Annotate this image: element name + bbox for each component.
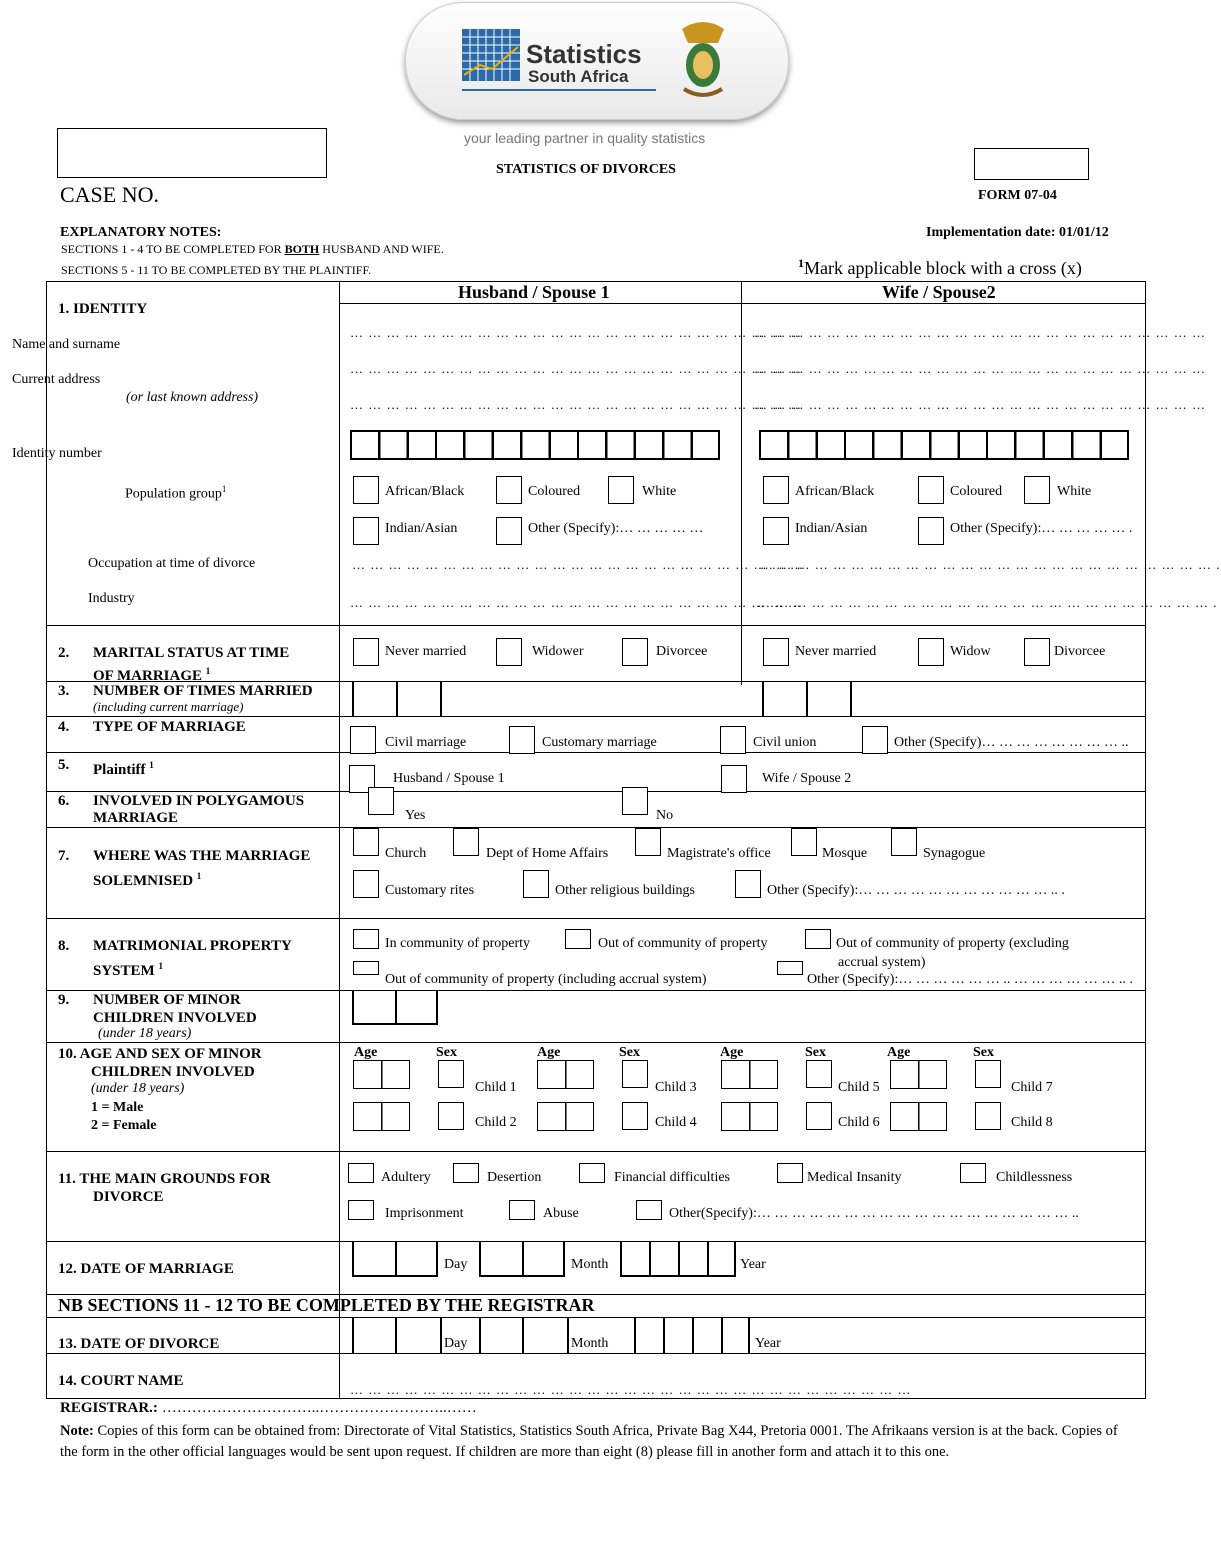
civil-marriage-label: Civil marriage	[385, 735, 467, 750]
child8-label: Child 8	[1011, 1115, 1053, 1130]
wife-never-married-label: Never married	[795, 644, 877, 659]
population-text: Population group	[125, 486, 222, 502]
church-label: Church	[385, 846, 427, 861]
husband-never-married-checkbox[interactable]	[353, 638, 379, 666]
in-community-checkbox[interactable]	[353, 929, 379, 949]
child8-age-input[interactable]	[890, 1102, 947, 1131]
imprisonment-checkbox[interactable]	[348, 1200, 374, 1220]
solemnised-num: 7.	[58, 848, 70, 864]
husband-pop-other-label: Other (Specify):… … … … …	[528, 521, 704, 536]
child2-label: Child 2	[475, 1115, 517, 1130]
husband-industry-field[interactable]: … … … … … … … … … … … … … … … … … … … … … … … … …	[350, 595, 802, 610]
registrar-line	[60, 1400, 477, 1417]
polygamous-no-label: No	[656, 808, 674, 823]
note-sections-5-11: SECTIONS 5 - 11 TO BE COMPLETED BY THE PLAINTIFF.	[61, 263, 372, 277]
wife-address-field-2[interactable]: … … … … … … … … … … … … … … … … … … … … … … … … …	[754, 397, 1206, 412]
adultery-checkbox[interactable]	[348, 1163, 374, 1183]
age-sex-heading-2: CHILDREN INVOLVED	[91, 1064, 255, 1080]
home-affairs-label: Dept of Home Affairs	[486, 846, 609, 861]
child7-sex-input[interactable]	[975, 1060, 1001, 1088]
customary-marriage-label: Customary marriage	[542, 735, 657, 750]
male-code: 1 = Male	[91, 1100, 144, 1115]
mark-note: Mark applicable block with a cross (x)	[804, 258, 1082, 278]
property-other-checkbox[interactable]	[777, 961, 803, 975]
divorce-year-input[interactable]	[634, 1317, 750, 1353]
childlessness-checkbox[interactable]	[960, 1163, 986, 1183]
desertion-checkbox[interactable]	[453, 1163, 479, 1183]
wife-pop-white-checkbox[interactable]	[1024, 476, 1050, 504]
child5-label: Child 5	[838, 1080, 880, 1095]
child3-label: Child 3	[655, 1080, 697, 1095]
wife-pop-other-label: Other (Specify):… … … … … .	[950, 521, 1133, 536]
type-marriage-num: 4.	[58, 719, 70, 735]
church-checkbox[interactable]	[353, 828, 379, 856]
customary-rites-label: Customary rites	[385, 883, 475, 898]
divorce-year-label: Year	[755, 1336, 781, 1351]
mosque-checkbox[interactable]	[791, 828, 817, 856]
religious-buildings-checkbox[interactable]	[523, 870, 549, 898]
husband-pop-indian-checkbox[interactable]	[353, 517, 379, 545]
note1-a: SECTIONS 1 - 4 TO BE COMPLETED FOR	[61, 242, 285, 256]
form-title: STATISTICS OF DIVORCES	[496, 162, 676, 177]
customary-marriage-checkbox[interactable]	[509, 726, 535, 754]
polygamous-heading-2: MARRIAGE	[93, 810, 178, 826]
child1-label: Child 1	[475, 1080, 517, 1095]
plaintiff-num: 5.	[58, 757, 70, 773]
solemnised-heading-2	[93, 867, 201, 890]
court-name-heading: 14. COURT NAME	[58, 1373, 184, 1389]
synagogue-checkbox[interactable]	[891, 828, 917, 856]
plaintiff-husband-label: Husband / Spouse 1	[393, 771, 505, 786]
logo-subtitle: South Africa	[528, 67, 629, 86]
polygamous-yes-label: Yes	[405, 808, 426, 823]
other-marriage-label: Other (Specify)… … … … … … … … ..	[894, 735, 1129, 750]
note1-c: HUSBAND AND WIFE.	[319, 242, 444, 256]
age-label-4: Age	[887, 1045, 911, 1060]
industry-label: Industry	[88, 591, 135, 606]
insanity-checkbox[interactable]	[777, 1163, 803, 1183]
sex-label-1: Sex	[436, 1045, 457, 1060]
solemnised-heading-2-text: SOLEMNISED	[93, 873, 194, 889]
husband-never-married-label: Never married	[385, 644, 467, 659]
child3-sex-input[interactable]	[622, 1060, 648, 1088]
out-excluding-accrual-checkbox[interactable]	[805, 929, 831, 949]
wife-pop-coloured-checkbox[interactable]	[918, 476, 944, 504]
other-marriage-checkbox[interactable]	[862, 726, 888, 754]
property-heading-2	[93, 957, 163, 980]
minor-children-sub: (under 18 years)	[98, 1026, 192, 1041]
times-married-heading: NUMBER OF TIMES MARRIED	[93, 683, 313, 699]
wife-divorcee-checkbox[interactable]	[1024, 638, 1050, 666]
husband-pop-coloured-label: Coloured	[528, 484, 581, 499]
tagline: your leading partner in quality statistics	[464, 130, 706, 146]
wife-times-married-input[interactable]	[762, 681, 852, 716]
note1-both: BOTH	[284, 242, 320, 256]
solemnised-other-checkbox[interactable]	[735, 870, 761, 898]
out-community-label: Out of community of property	[598, 936, 768, 951]
polygamous-num: 6.	[58, 793, 70, 809]
grounds-heading-1: 11. THE MAIN GROUNDS FOR	[58, 1171, 271, 1187]
marriage-day-input[interactable]	[352, 1241, 438, 1277]
civil-union-checkbox[interactable]	[720, 726, 746, 754]
age-sex-sub: (under 18 years)	[91, 1081, 185, 1096]
polygamous-heading-1: INVOLVED IN POLYGAMOUS	[93, 793, 305, 809]
out-excluding-accrual-label: Out of community of property (excluding	[836, 936, 1069, 951]
date-marriage-heading: 12. DATE OF MARRIAGE	[58, 1261, 234, 1277]
implementation-date: Implementation date: 01/01/12	[926, 225, 1109, 240]
footer-note	[60, 1421, 1130, 1462]
wife-widow-checkbox[interactable]	[918, 638, 944, 666]
husband-widower-checkbox[interactable]	[496, 638, 522, 666]
property-other-label: Other (Specify):… … … … … … .. … … … … … … .. .	[807, 972, 1133, 987]
registrar-sections-note: NB SECTIONS 11 - 12 TO BE COMPLETED BY THE REGISTRAR	[58, 1295, 595, 1315]
mosque-label: Mosque	[822, 846, 868, 861]
synagogue-label: Synagogue	[923, 846, 986, 861]
wife-industry-field[interactable]: … … … … … … … … … … … … … … … … … … … … … … … … … .	[757, 595, 1218, 610]
husband-divorcee-label: Divorcee	[656, 644, 708, 659]
child5-age-input[interactable]	[721, 1060, 778, 1089]
form-number-box[interactable]	[974, 148, 1089, 180]
husband-occupation-field[interactable]: … … … … … … … … … … … … … … … … … … … … … … … … …	[352, 557, 804, 572]
wife-id-number-input[interactable]	[759, 430, 1129, 460]
home-affairs-checkbox[interactable]	[453, 828, 479, 856]
divorce-month-input[interactable]	[479, 1317, 569, 1353]
logo-title: Statistics	[526, 39, 642, 69]
id-number-label: Identity number	[12, 446, 102, 461]
note-sections-1-4	[61, 242, 444, 257]
plaintiff-heading-text: Plaintiff	[93, 762, 146, 778]
husband-pop-white-label: White	[642, 484, 677, 499]
marital-heading-2-text: OF MARRIAGE	[93, 668, 203, 684]
divorce-day-label: Day	[444, 1336, 468, 1351]
address-label: Current address	[12, 372, 101, 387]
polygamous-no-checkbox[interactable]	[622, 787, 648, 815]
times-married-sub: (including current marriage)	[93, 699, 244, 714]
child4-label: Child 4	[655, 1115, 697, 1130]
form-number: FORM 07-04	[978, 188, 1057, 203]
population-sup: 1	[221, 484, 227, 494]
grounds-other-checkbox[interactable]	[636, 1200, 662, 1220]
court-name-field[interactable]: … … … … … … … … … … … … … … … … … … … … … … … … … … … … … … …	[350, 1382, 912, 1397]
divorce-month-label: Month	[571, 1336, 609, 1351]
column-husband: Husband / Spouse 1	[458, 282, 610, 302]
wife-divorcee-label: Divorcee	[1054, 644, 1106, 659]
husband-times-married-input[interactable]	[352, 681, 442, 716]
out-including-accrual-label: Out of community of property (including accrual system)	[385, 972, 707, 987]
date-divorce-heading: 13. DATE OF DIVORCE	[58, 1336, 220, 1352]
grid-logo-icon	[462, 29, 520, 81]
minor-children-num: 9.	[58, 992, 70, 1008]
child1-age-input[interactable]	[353, 1060, 410, 1089]
out-community-checkbox[interactable]	[565, 929, 591, 949]
wife-pop-indian-label: Indian/Asian	[795, 521, 868, 536]
wife-never-married-checkbox[interactable]	[763, 638, 789, 666]
husband-name-field[interactable]: … … … … … … … … … … … … … … … … … … … … … … … … …	[350, 325, 802, 340]
out-excluding-accrual-label-2: accrual system)	[838, 955, 926, 970]
wife-pop-coloured-label: Coloured	[950, 484, 1003, 499]
child4-sex-input[interactable]	[622, 1102, 648, 1130]
husband-id-number-input[interactable]	[350, 430, 720, 460]
magistrate-checkbox[interactable]	[635, 828, 661, 856]
population-label	[125, 484, 226, 503]
type-marriage-heading: TYPE OF MARRIAGE	[93, 719, 246, 735]
religious-buildings-label: Other religious buildings	[555, 883, 695, 898]
husband-address-field-2[interactable]: … … … … … … … … … … … … … … … … … … … … … … … … …	[350, 397, 802, 412]
husband-pop-white-checkbox[interactable]	[608, 476, 634, 504]
female-code: 2 = Female	[91, 1118, 157, 1133]
child7-age-input[interactable]	[890, 1060, 947, 1089]
civil-union-label: Civil union	[753, 735, 817, 750]
times-married-num: 3.	[58, 683, 70, 699]
polygamous-yes-checkbox[interactable]	[368, 787, 394, 815]
abuse-label: Abuse	[543, 1206, 579, 1221]
imprisonment-label: Imprisonment	[385, 1206, 464, 1221]
desertion-label: Desertion	[487, 1170, 542, 1185]
sex-label-3: Sex	[805, 1045, 826, 1060]
minor-children-count-input[interactable]	[352, 990, 438, 1025]
explanatory-notes-heading: EXPLANATORY NOTES:	[60, 225, 222, 240]
wife-pop-african-label: African/Black	[795, 484, 875, 499]
wife-address-field-1[interactable]: … … … … … … … … … … … … … … … … … … … … … … … … …	[754, 361, 1206, 376]
wife-name-field[interactable]: … … … … … … … … … … … … … … … … … … … … … … … … …	[754, 325, 1206, 340]
childlessness-label: Childlessness	[996, 1170, 1073, 1185]
wife-pop-african-checkbox[interactable]	[763, 476, 789, 504]
abuse-checkbox[interactable]	[509, 1200, 535, 1220]
child4-age-input[interactable]	[537, 1102, 594, 1131]
marriage-year-input[interactable]	[620, 1241, 736, 1277]
divorce-day-input[interactable]	[352, 1317, 442, 1353]
marriage-month-label: Month	[571, 1257, 609, 1272]
case-no-input[interactable]	[57, 128, 327, 178]
mark-sup: 1	[798, 256, 804, 270]
plaintiff-sup: 1	[149, 760, 154, 770]
age-sex-heading-1: 10. AGE AND SEX OF MINOR	[58, 1046, 262, 1062]
minor-children-heading-2: CHILDREN INVOLVED	[93, 1010, 257, 1026]
solemnised-heading-1: WHERE WAS THE MARRIAGE	[93, 848, 311, 864]
out-including-accrual-checkbox[interactable]	[353, 961, 379, 975]
child2-sex-input[interactable]	[438, 1102, 464, 1130]
marital-heading-1: MARITAL STATUS AT TIME	[93, 645, 290, 661]
husband-pop-african-label: African/Black	[385, 484, 465, 499]
occupation-label: Occupation at time of divorce	[88, 556, 256, 571]
property-heading-1: MATRIMONIAL PROPERTY	[93, 938, 292, 954]
sex-label-4: Sex	[973, 1045, 994, 1060]
grounds-other-label: Other(Specify):… … … … … … … … … … … … … … … … … … ..	[669, 1206, 1079, 1221]
wife-pop-other-checkbox[interactable]	[918, 517, 944, 545]
in-community-label: In community of property	[385, 936, 531, 951]
customary-rites-checkbox[interactable]	[353, 870, 379, 898]
child6-sex-input[interactable]	[806, 1102, 832, 1130]
husband-divorcee-checkbox[interactable]	[622, 638, 648, 666]
financial-label: Financial difficulties	[614, 1170, 730, 1185]
logo-underline	[462, 89, 656, 91]
logo-banner	[405, 2, 789, 120]
identity-heading: 1. IDENTITY	[58, 301, 148, 317]
wife-pop-indian-checkbox[interactable]	[763, 517, 789, 545]
wife-widow-label: Widow	[950, 644, 991, 659]
civil-marriage-checkbox[interactable]	[350, 726, 376, 754]
case-no-label: CASE NO.	[60, 182, 160, 207]
registrar-signature-field[interactable]: …………………………..……………………..……	[161, 1400, 477, 1416]
husband-widower-label: Widower	[532, 644, 584, 659]
marriage-day-label: Day	[444, 1257, 468, 1272]
husband-pop-indian-label: Indian/Asian	[385, 521, 458, 536]
column-wife: Wife / Spouse2	[882, 282, 996, 302]
marriage-year-label: Year	[740, 1257, 766, 1272]
plaintiff-heading	[93, 756, 154, 779]
coat-of-arms-icon	[672, 19, 734, 101]
financial-checkbox[interactable]	[579, 1163, 605, 1183]
wife-pop-white-label: White	[1057, 484, 1092, 499]
sex-label-2: Sex	[619, 1045, 640, 1060]
child5-sex-input[interactable]	[806, 1060, 832, 1088]
property-sup: 1	[158, 961, 163, 971]
mark-instruction	[798, 256, 1082, 279]
child2-age-input[interactable]	[353, 1102, 410, 1131]
footer-note-text: Copies of this form can be obtained from: Directorate of Vital Statistics, Statistics South Africa, Private Bag X44, Pretoria 0001. The Afrikaans version is at the back. Copies of the form in the other official languages would be sent upon request. If children are more than eight (8) please fill in another form and attach it to this one.	[60, 1423, 1118, 1460]
child6-label: Child 6	[838, 1115, 880, 1130]
child3-age-input[interactable]	[537, 1060, 594, 1089]
grounds-heading-2: DIVORCE	[93, 1189, 164, 1205]
age-label-3: Age	[720, 1045, 744, 1060]
minor-children-heading-1: NUMBER OF MINOR	[93, 992, 241, 1008]
child7-label: Child 7	[1011, 1080, 1053, 1095]
marital-num: 2.	[58, 645, 70, 661]
plaintiff-wife-checkbox[interactable]	[721, 765, 747, 793]
child6-age-input[interactable]	[721, 1102, 778, 1131]
age-label-2: Age	[537, 1045, 561, 1060]
marriage-month-input[interactable]	[479, 1241, 565, 1277]
solemnised-other-label: Other (Specify):… … … … … … … … … … … .. .	[767, 883, 1065, 898]
child8-sex-input[interactable]	[975, 1102, 1001, 1130]
husband-address-field-1[interactable]: … … … … … … … … … … … … … … … … … … … … … … … … …	[350, 361, 802, 376]
plaintiff-wife-label: Wife / Spouse 2	[762, 771, 852, 786]
registrar-label: REGISTRAR.:	[60, 1400, 158, 1416]
address-note: (or last known address)	[126, 390, 259, 405]
age-label-1: Age	[354, 1045, 378, 1060]
marital-sup: 1	[205, 666, 211, 676]
property-heading-2-text: SYSTEM	[93, 963, 155, 979]
husband-pop-african-checkbox[interactable]	[353, 476, 379, 504]
magistrate-label: Magistrate's office	[667, 846, 771, 861]
insanity-label: Medical Insanity	[807, 1170, 902, 1185]
footer-note-label: Note:	[60, 1423, 94, 1439]
solemnised-sup: 1	[196, 871, 202, 881]
child1-sex-input[interactable]	[438, 1060, 464, 1088]
husband-pop-other-checkbox[interactable]	[496, 517, 522, 545]
name-label: Name and surname	[12, 337, 121, 352]
wife-occupation-field[interactable]: … … … … … … … … … … … … … … … … … … … … … … … … … .	[760, 557, 1221, 572]
husband-pop-coloured-checkbox[interactable]	[496, 476, 522, 504]
adultery-label: Adultery	[381, 1170, 431, 1185]
property-num: 8.	[58, 938, 70, 954]
